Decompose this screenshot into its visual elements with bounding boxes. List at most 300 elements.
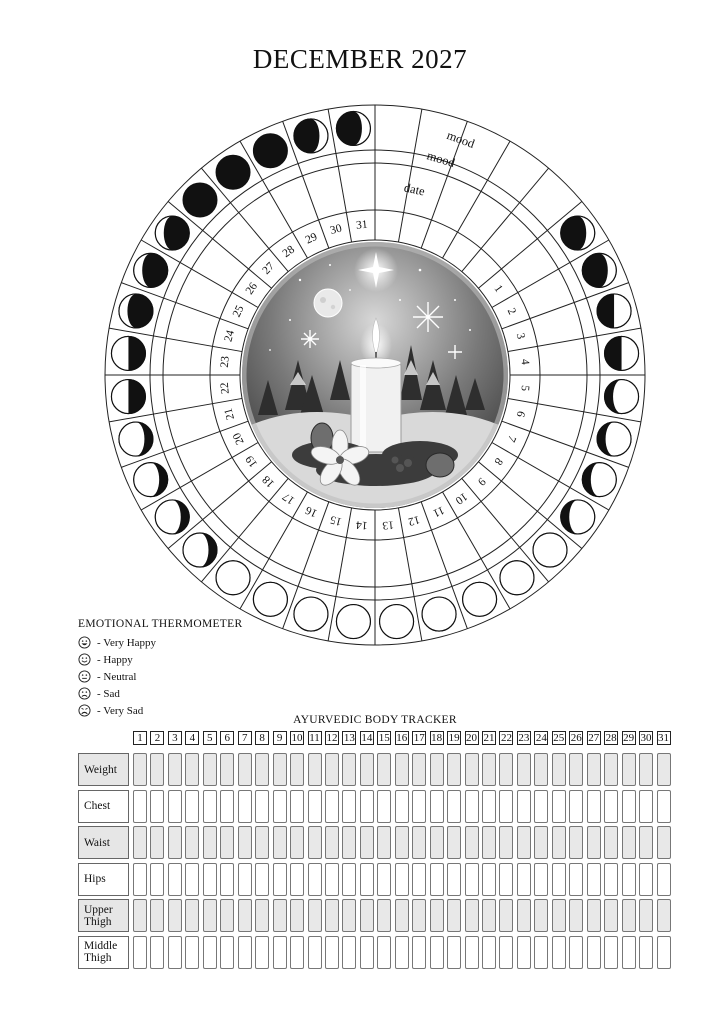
moon-phase-icon	[597, 422, 631, 456]
tracker-cell[interactable]	[290, 826, 304, 859]
tracker-day-header: 16	[396, 732, 408, 744]
moon-phase-icon	[119, 422, 153, 456]
center-illustration	[240, 240, 510, 510]
tracker-cell[interactable]	[604, 936, 618, 969]
tracker-row-label: Upper Thigh	[78, 899, 129, 932]
tracker-cell[interactable]	[604, 863, 618, 896]
tracker-cell[interactable]	[412, 790, 426, 823]
tracker-cell[interactable]	[308, 826, 322, 859]
tracker-cell[interactable]	[499, 826, 513, 859]
tracker-cell[interactable]	[150, 826, 164, 859]
wheel-date-label: 10	[453, 489, 470, 507]
legend-item	[78, 634, 242, 651]
tracker-cell[interactable]	[622, 790, 636, 823]
wheel-date-label: 6	[513, 409, 527, 419]
tracker-cell[interactable]	[133, 826, 147, 859]
tracker-cell[interactable]	[203, 826, 217, 859]
moon-phase-icon	[134, 253, 168, 287]
tracker-cell[interactable]	[377, 936, 391, 969]
legend-label: - Very Happy	[97, 636, 157, 649]
tracker-cell[interactable]	[482, 790, 496, 823]
tracker-cell[interactable]	[325, 863, 339, 896]
tracker-cell[interactable]	[273, 826, 287, 859]
tracker-day-header: 28	[605, 732, 617, 744]
wheel-header-labels	[403, 128, 477, 199]
tracker-cell[interactable]	[534, 826, 548, 859]
tracker-cell[interactable]	[465, 826, 479, 859]
tracker-cell[interactable]	[657, 899, 671, 932]
tracker-cell[interactable]	[360, 790, 374, 823]
wheel-date-label: 31	[355, 218, 369, 232]
tracker-cell[interactable]	[499, 753, 513, 786]
tracker-cell[interactable]	[534, 863, 548, 896]
tracker-cell[interactable]	[587, 899, 601, 932]
tracker-cell[interactable]	[220, 899, 234, 932]
wheel-date-label: 24	[222, 328, 238, 344]
tracker-day-header: 8	[255, 731, 269, 745]
tracker-cell[interactable]	[185, 753, 199, 786]
tracker-cell[interactable]	[238, 863, 252, 896]
tracker-cell[interactable]	[430, 826, 444, 859]
tracker-cell[interactable]	[290, 899, 304, 932]
tracker-day-header: 31	[658, 732, 669, 744]
moon-phase-icon	[253, 134, 287, 168]
tracker-cell[interactable]	[569, 826, 583, 859]
tracker-cell[interactable]	[325, 826, 339, 859]
wheel-date-label: 23	[218, 355, 232, 369]
tracker-cell[interactable]	[377, 790, 391, 823]
tracker-cell[interactable]	[622, 899, 636, 932]
moon-phase-icon	[533, 533, 567, 567]
moon-phase-icon	[380, 605, 414, 639]
wheel-date-label: 14	[355, 518, 369, 532]
tracker-cell[interactable]	[499, 899, 513, 932]
tracker-day-header: 12	[326, 732, 338, 744]
wheel-date-label: 20	[230, 430, 247, 447]
tracker-cell[interactable]	[290, 936, 304, 969]
tracker-cell[interactable]	[499, 790, 513, 823]
tracker-cell[interactable]	[342, 790, 356, 823]
wheel-date-label: 18	[260, 473, 277, 490]
tracker-cell[interactable]	[447, 790, 461, 823]
tracker-cell[interactable]	[552, 899, 566, 932]
tracker-cell[interactable]	[517, 826, 531, 859]
tracker-cell[interactable]	[168, 899, 182, 932]
legend-label: - Neutral	[97, 670, 137, 683]
wheel-date-label: 16	[303, 503, 320, 520]
very-happy-face-icon	[78, 636, 91, 649]
wheel-date-label: 15	[328, 512, 344, 528]
tracker-cell[interactable]	[273, 899, 287, 932]
tracker-cell[interactable]	[273, 753, 287, 786]
happy-face-icon	[78, 653, 91, 666]
tracker-day-header: 18	[431, 732, 443, 744]
tracker-day-header: 15	[378, 732, 390, 744]
tracker-row-label: Middle Thigh	[78, 936, 129, 969]
tracker-day-header: 26	[570, 732, 582, 744]
tracker-cell[interactable]	[465, 863, 479, 896]
tracker-cell[interactable]	[325, 899, 339, 932]
tracker-cell[interactable]	[604, 826, 618, 859]
tracker-cell[interactable]	[639, 899, 653, 932]
tracker-row-label: Chest	[78, 790, 129, 823]
tracker-cell[interactable]	[220, 936, 234, 969]
tracker-cell[interactable]	[587, 826, 601, 859]
tracker-cell[interactable]	[308, 899, 322, 932]
tracker-cell[interactable]	[273, 863, 287, 896]
tracker-day-header: 13	[343, 732, 355, 744]
wheel-date-label: 28	[280, 243, 297, 261]
moon-phase-icon	[216, 561, 250, 595]
wheel-date-label: 4	[518, 358, 532, 366]
moon-phase-icon	[463, 582, 497, 616]
tracker-cell[interactable]	[308, 790, 322, 823]
tracker-cell[interactable]	[465, 899, 479, 932]
legend-label: - Sad	[97, 687, 120, 700]
wheel-date-label: 27	[260, 260, 277, 277]
tracker-cell[interactable]	[185, 826, 199, 859]
wheel-date-label: 9	[475, 475, 488, 488]
wheel-date-label: 5	[518, 384, 532, 392]
tracker-cell[interactable]	[569, 936, 583, 969]
tracker-cell[interactable]	[430, 753, 444, 786]
tracker-cell[interactable]	[273, 790, 287, 823]
sad-face-icon	[78, 687, 91, 700]
tracker-cell[interactable]	[395, 826, 409, 859]
tracker-cell[interactable]	[587, 753, 601, 786]
tracker-cell[interactable]	[622, 826, 636, 859]
moon-phase-icon	[294, 597, 328, 631]
tracker-cell[interactable]	[430, 790, 444, 823]
tracker-cell[interactable]	[534, 753, 548, 786]
tracker-cell[interactable]	[412, 826, 426, 859]
tracker-cell[interactable]	[168, 753, 182, 786]
tracker-cell[interactable]	[552, 826, 566, 859]
wheel-date-label: 3	[513, 331, 527, 341]
wheel-date-label: 19	[243, 453, 261, 470]
tracker-cell[interactable]	[360, 936, 374, 969]
tracker-cell[interactable]	[447, 899, 461, 932]
tracker-cell[interactable]	[168, 936, 182, 969]
tracker-cell[interactable]	[133, 936, 147, 969]
tracker-cell[interactable]	[395, 899, 409, 932]
moon-phase-icon	[500, 561, 534, 595]
wheel-date-label: 25	[230, 303, 247, 320]
moon-phase-icon	[582, 463, 616, 497]
tracker-cell[interactable]	[412, 863, 426, 896]
tracker-cell[interactable]	[569, 899, 583, 932]
moon-phase-icon	[605, 380, 639, 414]
moon-phase-icon	[605, 336, 639, 370]
tracker-cell[interactable]	[430, 863, 444, 896]
tracker-cell[interactable]	[569, 863, 583, 896]
tracker-cell[interactable]	[255, 936, 269, 969]
tracker-cell[interactable]	[482, 899, 496, 932]
legend-item	[78, 651, 242, 668]
tracker-cell[interactable]	[395, 753, 409, 786]
wheel-date-label: 30	[328, 222, 344, 238]
tracker-cell[interactable]	[430, 899, 444, 932]
tracker-cell[interactable]	[203, 936, 217, 969]
legend-item	[78, 685, 242, 702]
tracker-cell[interactable]	[290, 863, 304, 896]
tracker-cell[interactable]	[133, 863, 147, 896]
tracker-cell[interactable]	[604, 790, 618, 823]
tracker-cell[interactable]	[238, 936, 252, 969]
tracker-cell[interactable]	[639, 826, 653, 859]
tracker-cell[interactable]	[587, 936, 601, 969]
tracker-cell[interactable]	[569, 753, 583, 786]
tracker-cell[interactable]	[412, 936, 426, 969]
tracker-cell[interactable]	[238, 790, 252, 823]
tracker-cell[interactable]	[342, 899, 356, 932]
moon-phase-icon	[183, 533, 217, 567]
tracker-cell[interactable]	[657, 863, 671, 896]
tracker-cell[interactable]	[150, 899, 164, 932]
tracker-cell[interactable]	[552, 863, 566, 896]
moon-phase-icon	[422, 597, 456, 631]
tracker-cell[interactable]	[273, 936, 287, 969]
moon-phase-icon	[336, 111, 370, 145]
tracker-cell[interactable]	[657, 826, 671, 859]
wheel-date-label: 7	[504, 433, 518, 444]
tracker-cell[interactable]	[517, 790, 531, 823]
tracker-day-header: 17	[413, 732, 425, 744]
tracker-cell[interactable]	[377, 899, 391, 932]
tracker-cell[interactable]	[238, 753, 252, 786]
tracker-cell[interactable]	[499, 936, 513, 969]
tracker-cell[interactable]	[133, 899, 147, 932]
wheel-date-label: 8	[491, 455, 505, 468]
tracker-title: AYURVEDIC BODY TRACKER	[293, 714, 457, 726]
tracker-cell[interactable]	[482, 863, 496, 896]
tracker-cell[interactable]	[395, 936, 409, 969]
page-title: DECEMBER 2027	[252, 44, 468, 74]
tracker-cell[interactable]	[534, 899, 548, 932]
moon-phase-icon	[336, 605, 370, 639]
tracker-cell[interactable]	[255, 790, 269, 823]
tracker-row-label: Hips	[78, 863, 129, 896]
tracker-cell[interactable]	[342, 863, 356, 896]
tracker-cell[interactable]	[639, 863, 653, 896]
tracker-cell[interactable]	[360, 863, 374, 896]
moon-phase-icon	[582, 253, 616, 287]
tracker-cell[interactable]	[552, 790, 566, 823]
tracker-cell[interactable]	[499, 863, 513, 896]
moon-phase-icon	[155, 216, 189, 250]
moon-phase-icon	[294, 119, 328, 153]
tracker-cell[interactable]	[412, 899, 426, 932]
tracker-cell[interactable]	[377, 826, 391, 859]
tracker-cell[interactable]	[552, 936, 566, 969]
tracker-cell[interactable]	[587, 863, 601, 896]
tracker-cell[interactable]	[412, 753, 426, 786]
tracker-day-header: 20	[466, 732, 478, 744]
tracker-cell[interactable]	[185, 899, 199, 932]
tracker-cell[interactable]	[168, 790, 182, 823]
moon-phase-icon	[253, 582, 287, 616]
tracker-day-header: 30	[640, 732, 652, 744]
tracker-cell[interactable]	[534, 936, 548, 969]
moon-phase-icon	[155, 500, 189, 534]
tracker-day-header: 5	[203, 731, 217, 745]
tracker-cell[interactable]	[150, 936, 164, 969]
tracker-day-header: 29	[623, 732, 635, 744]
wheel-date-label: 1	[491, 282, 505, 295]
tracker-cell[interactable]	[185, 863, 199, 896]
tracker-day-header: 27	[588, 732, 600, 744]
tracker-cell[interactable]	[534, 790, 548, 823]
tracker-cell[interactable]	[622, 863, 636, 896]
tracker-day-header: 14	[361, 732, 373, 744]
legend-item	[78, 668, 242, 685]
tracker-cell[interactable]	[639, 753, 653, 786]
tracker-cell[interactable]	[377, 863, 391, 896]
wheel-date-label: 26	[243, 280, 261, 297]
tracker-cell[interactable]	[465, 753, 479, 786]
tracker-cell[interactable]	[308, 753, 322, 786]
tracker-cell[interactable]	[255, 863, 269, 896]
tracker-day-header: 11	[309, 732, 320, 744]
wheel-date-label: 17	[280, 489, 297, 507]
tracker-cell[interactable]	[220, 790, 234, 823]
tracker-day-header: 19	[448, 732, 460, 744]
legend-label: - Happy	[97, 653, 133, 666]
tracker-cell[interactable]	[150, 790, 164, 823]
tracker-day-header: 10	[291, 732, 303, 744]
moon-phase-icon	[183, 183, 217, 217]
wheel-date-label: 21	[222, 406, 238, 422]
moon-phase-icon	[111, 380, 145, 414]
tracker-day-header: 23	[518, 732, 530, 744]
moon-phase-icon	[561, 216, 595, 250]
moon-phase-icon	[134, 463, 168, 497]
tracker-cell[interactable]	[325, 753, 339, 786]
tracker-cell[interactable]	[150, 753, 164, 786]
tracker-cell[interactable]	[133, 790, 147, 823]
tracker-cell[interactable]	[238, 826, 252, 859]
moon-phase-icon	[561, 500, 595, 534]
tracker-row-label: Weight	[78, 753, 129, 786]
tracker-cell[interactable]	[168, 863, 182, 896]
tracker-cell[interactable]	[203, 790, 217, 823]
tracker-cell[interactable]	[342, 753, 356, 786]
tracker-cell[interactable]	[308, 863, 322, 896]
tracker-cell[interactable]	[360, 753, 374, 786]
tracker-day-header: 1	[133, 731, 147, 745]
tracker-day-header: 2	[150, 731, 164, 745]
wheel-date-label: 29	[303, 230, 320, 247]
tracker-cell[interactable]	[342, 936, 356, 969]
tracker-cell[interactable]	[360, 899, 374, 932]
tracker-day-header: 9	[273, 731, 287, 745]
tracker-cell[interactable]	[604, 753, 618, 786]
tracker-cell[interactable]	[482, 936, 496, 969]
tracker-cell[interactable]	[203, 863, 217, 896]
tracker-cell[interactable]	[238, 899, 252, 932]
tracker-cell[interactable]	[465, 936, 479, 969]
tracker-cell[interactable]	[465, 790, 479, 823]
tracker-cell[interactable]	[220, 753, 234, 786]
tracker-cell[interactable]	[290, 753, 304, 786]
tracker-cell[interactable]	[517, 899, 531, 932]
tracker-cell[interactable]	[587, 790, 601, 823]
tracker-day-header: 22	[500, 732, 512, 744]
tracker-day-header: 7	[238, 731, 252, 745]
tracker-cell[interactable]	[185, 936, 199, 969]
tracker-cell[interactable]	[482, 826, 496, 859]
tracker-cell[interactable]	[552, 753, 566, 786]
tracker-cell[interactable]	[220, 826, 234, 859]
tracker-cell[interactable]	[447, 863, 461, 896]
tracker-cell[interactable]	[133, 753, 147, 786]
tracker-cell[interactable]	[342, 826, 356, 859]
tracker-cell[interactable]	[203, 899, 217, 932]
tracker-cell[interactable]	[325, 790, 339, 823]
tracker-cell[interactable]	[639, 790, 653, 823]
tracker-cell[interactable]	[517, 753, 531, 786]
tracker-cell[interactable]	[255, 899, 269, 932]
wheel-date-label: 2	[504, 306, 518, 317]
tracker-cell[interactable]	[325, 936, 339, 969]
wheel-date-label: 22	[218, 381, 232, 395]
tracker-cell[interactable]	[377, 753, 391, 786]
legend-label: - Very Sad	[97, 704, 144, 717]
tracker-day-header: 21	[483, 732, 495, 744]
tracker-cell[interactable]	[657, 790, 671, 823]
tracker-cell[interactable]	[168, 826, 182, 859]
tracker-cell[interactable]	[308, 936, 322, 969]
moon-phase-icon	[597, 294, 631, 328]
tracker-cell[interactable]	[447, 753, 461, 786]
tracker-cell[interactable]	[447, 936, 461, 969]
tracker-cell[interactable]	[290, 790, 304, 823]
tracker-cell[interactable]	[185, 790, 199, 823]
emotional-thermometer-legend	[78, 618, 242, 719]
tracker-cell[interactable]	[395, 790, 409, 823]
tracker-cell[interactable]	[220, 863, 234, 896]
tracker-cell[interactable]	[569, 790, 583, 823]
tracker-cell[interactable]	[150, 863, 164, 896]
tracker-cell[interactable]	[482, 753, 496, 786]
wheel-header-label: mood	[425, 148, 457, 171]
tracker-cell[interactable]	[203, 753, 217, 786]
moon-phase-icon	[111, 336, 145, 370]
tracker-cell[interactable]	[517, 936, 531, 969]
wheel-date-label: 13	[381, 518, 395, 532]
tracker-cell[interactable]	[255, 826, 269, 859]
tracker-cell[interactable]	[622, 936, 636, 969]
tracker-cell[interactable]	[447, 826, 461, 859]
tracker-cell[interactable]	[395, 863, 409, 896]
tracker-cell[interactable]	[657, 936, 671, 969]
tracker-cell[interactable]	[604, 899, 618, 932]
tracker-day-header: 3	[168, 731, 182, 745]
wheel-date-label: 11	[430, 503, 447, 520]
tracker-day-header: 4	[185, 731, 199, 745]
tracker-cell[interactable]	[255, 753, 269, 786]
tracker-cell[interactable]	[622, 753, 636, 786]
tracker-day-header: 24	[535, 732, 547, 744]
tracker-cell[interactable]	[639, 936, 653, 969]
tracker-cell[interactable]	[517, 863, 531, 896]
tracker-cell[interactable]	[360, 826, 374, 859]
tracker-cell[interactable]	[430, 936, 444, 969]
tracker-cell[interactable]	[657, 753, 671, 786]
legend-title: EMOTIONAL THERMOMETER	[78, 618, 243, 630]
neutral-face-icon	[78, 670, 91, 683]
tracker-day-header: 25	[553, 732, 565, 744]
